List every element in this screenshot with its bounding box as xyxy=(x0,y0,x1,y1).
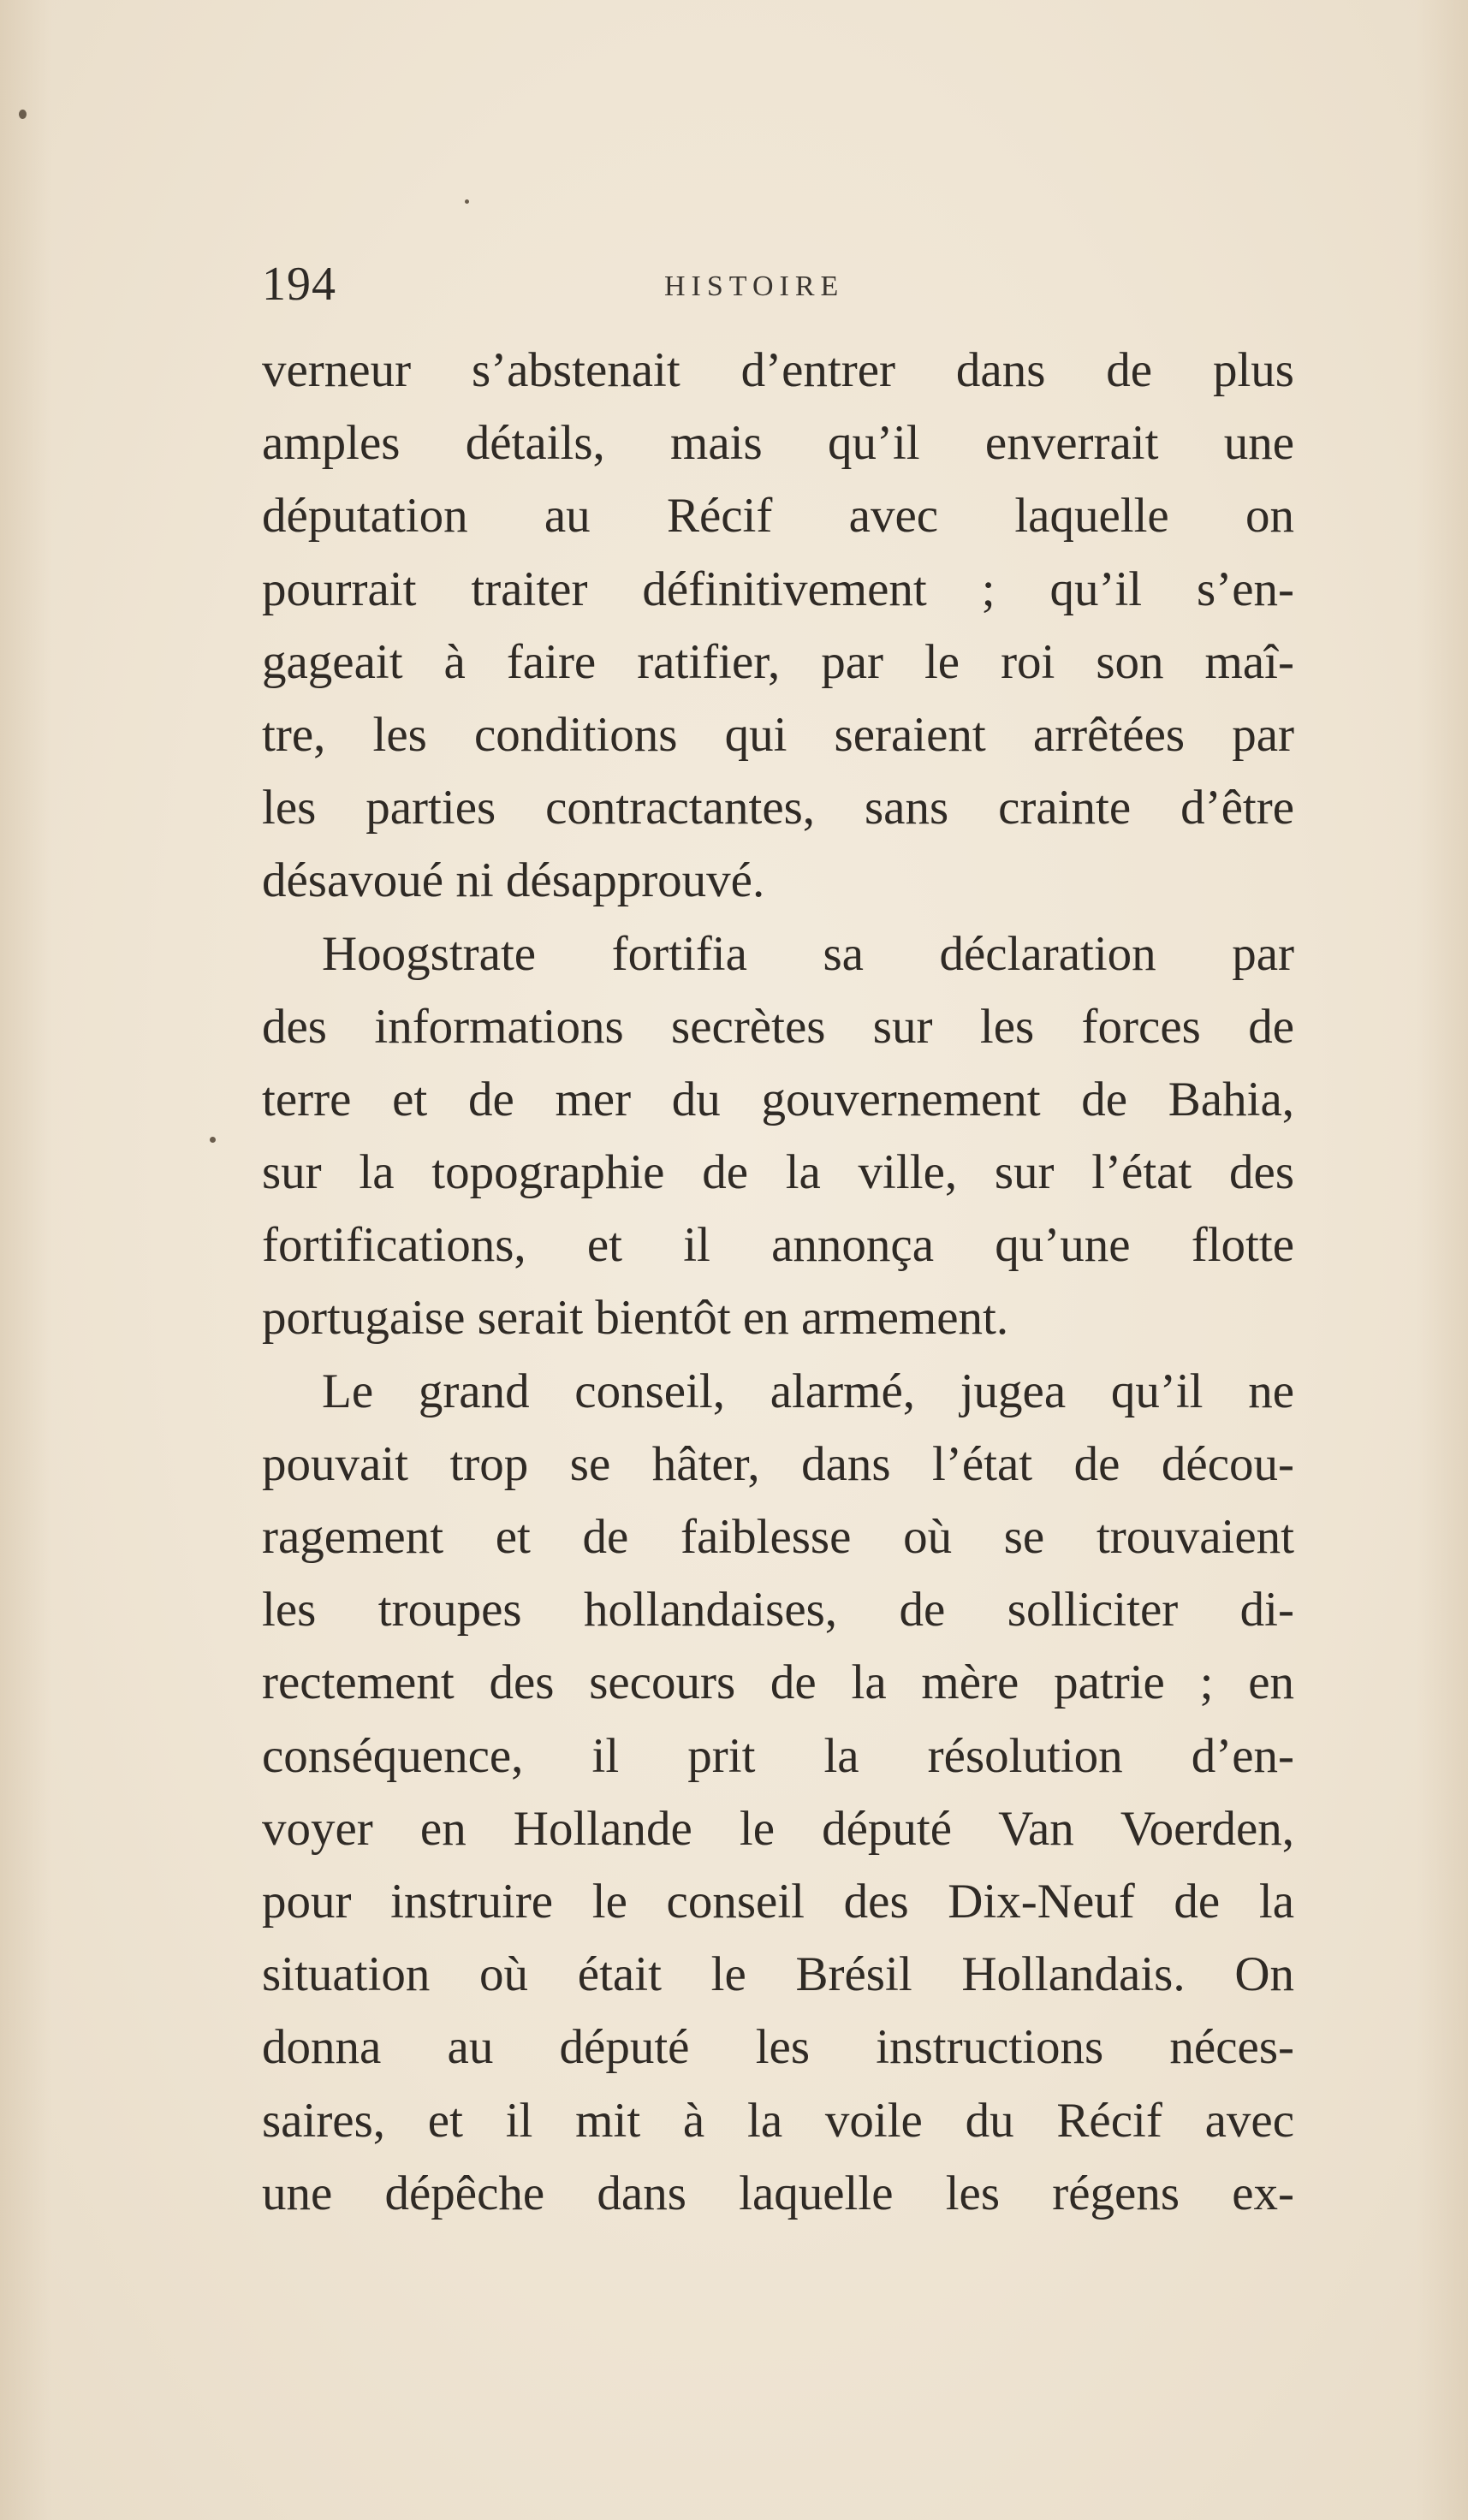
text-line: pouvait trop se hâter, dans l’état de décou- xyxy=(262,1436,1294,1491)
page-edge-shadow-right xyxy=(1417,0,1468,2520)
text-line: situation où était le Brésil Hollandais. On xyxy=(262,1947,1294,2002)
body-text xyxy=(262,334,1294,2230)
text-line: fortifications, et il annonça qu’une flotte xyxy=(262,1218,1294,1273)
text-line: portugaise serait bientôt en armement. xyxy=(262,1291,1009,1346)
paper-speck xyxy=(465,199,469,204)
text-line: amples détails, mais qu’il enverrait une xyxy=(262,416,1294,471)
text-line: verneur s’abstenait d’entrer dans de plus xyxy=(262,343,1294,397)
text-line: des informations secrètes sur les forces de xyxy=(262,999,1294,1054)
text-line: les parties contractantes, sans crainte d’être xyxy=(262,781,1294,835)
text-line: terre et de mer du gouvernement de Bahia, xyxy=(262,1072,1294,1126)
paper-speck xyxy=(210,1137,216,1143)
text-line: pourrait traiter définitivement ; qu’il s’en- xyxy=(262,562,1294,616)
text-line: saires, et il mit à la voile du Récif avec xyxy=(262,2093,1294,2148)
text-line: tre, les conditions qui seraient arrêtées par xyxy=(262,707,1294,762)
text-line: les troupes hollandaises, de solliciter di- xyxy=(262,1583,1294,1637)
page-number: 194 xyxy=(262,258,336,311)
text-line: désavoué ni désapprouvé. xyxy=(262,853,765,908)
text-line: conséquence, il prit la résolution d’en- xyxy=(262,1728,1294,1783)
paragraph-first-line: Hoogstrate fortifia sa déclaration par xyxy=(322,926,1294,981)
page-header xyxy=(262,257,1294,325)
text-line: rectement des secours de la mère patrie ; en xyxy=(262,1655,1294,1710)
text-line: donna au député les instructions néces- xyxy=(262,2020,1294,2075)
text-line: sur la topographie de la ville, sur l’état des xyxy=(262,1145,1294,1200)
text-line: pour instruire le conseil des Dix-Neuf de la xyxy=(262,1874,1294,1929)
paper-speck xyxy=(19,110,27,119)
paragraph-first-line: Le grand conseil, alarmé, jugea qu’il ne xyxy=(322,1364,1294,1418)
text-line: une dépêche dans laquelle les régens ex- xyxy=(262,2166,1294,2220)
running-head: HISTOIRE xyxy=(664,270,845,302)
text-line: ragement et de faiblesse où se trouvaient xyxy=(262,1510,1294,1564)
page-edge-shadow-left xyxy=(0,0,51,2520)
text-line: gageait à faire ratifier, par le roi son maî- xyxy=(262,634,1294,689)
text-line: députation au Récif avec laquelle on xyxy=(262,489,1294,544)
text-line: voyer en Hollande le député Van Voerden, xyxy=(262,1801,1294,1856)
